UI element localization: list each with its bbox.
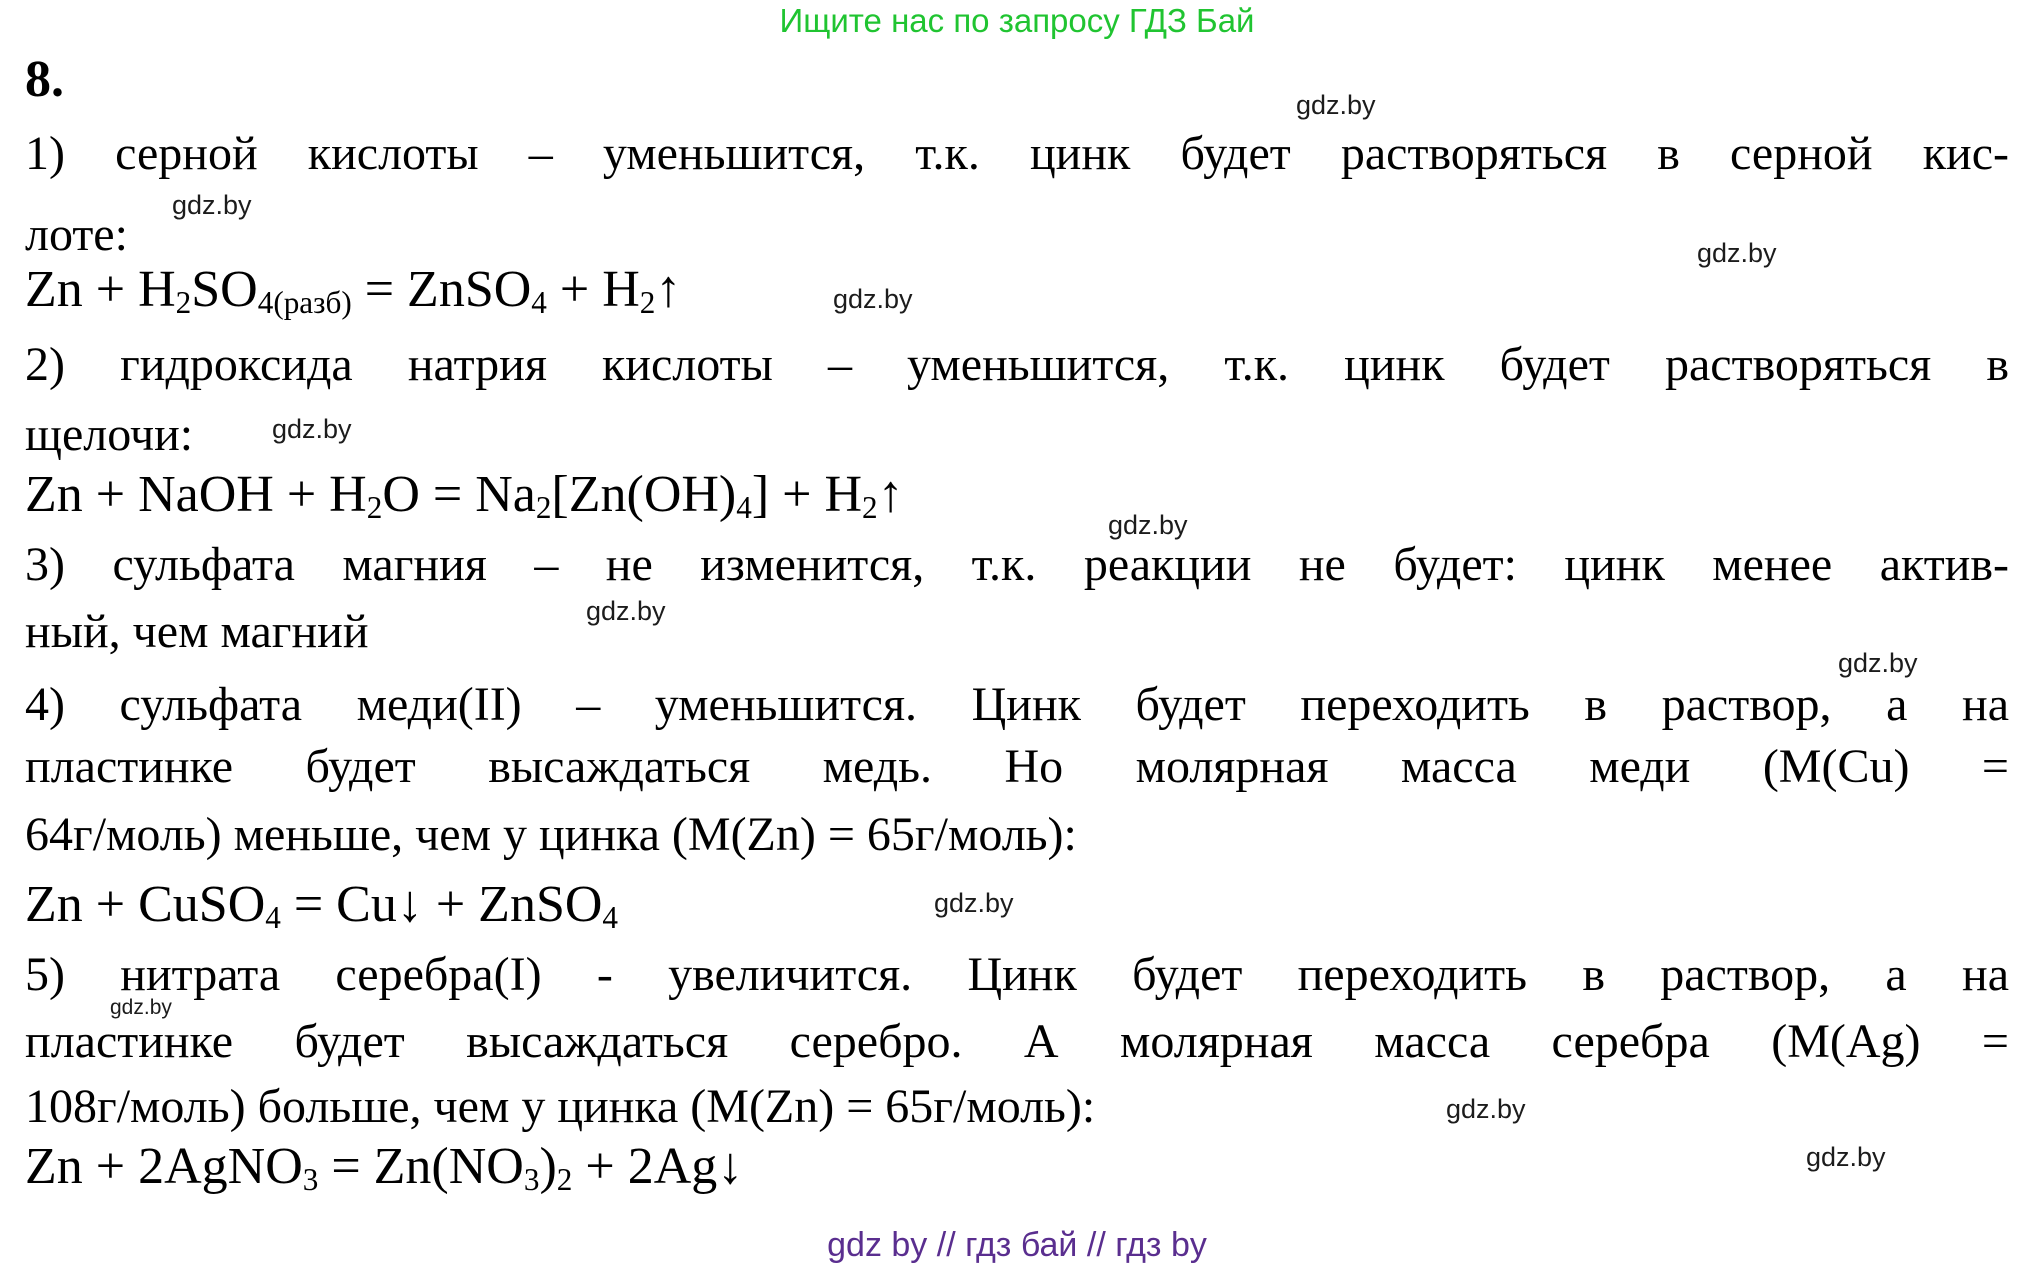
chemical-equation xyxy=(25,875,618,936)
equation-subscript: 4 xyxy=(265,899,281,935)
equation-subscript: 4(разб) xyxy=(257,284,352,320)
equation-text: O = Na xyxy=(382,466,536,523)
equation-subscript: 2 xyxy=(556,1161,573,1197)
gdz-watermark: gdz.by xyxy=(110,996,172,1019)
equation-text: Zn + CuSO xyxy=(25,876,266,933)
equation-text: ↑ xyxy=(877,466,904,523)
gdz-watermark: gdz.by xyxy=(172,190,252,220)
chemical-equation xyxy=(25,465,904,526)
chemical-equation xyxy=(25,260,681,321)
equation-text: + H xyxy=(546,261,640,318)
equation-subscript: 4 xyxy=(736,489,752,525)
equation-subscript: 2 xyxy=(862,489,878,525)
equation-subscript: 4 xyxy=(531,284,547,320)
problem-number: 8. xyxy=(25,51,64,108)
site-footer: gdz by // гдз бай // гдз by xyxy=(827,1226,1207,1264)
text-line: 3) сульфата магния – не изменится, т.к. реакции не будет: цинк менее актив- xyxy=(25,538,2009,591)
gdz-watermark: gdz.by xyxy=(1108,510,1188,540)
gdz-watermark: gdz.by xyxy=(1446,1094,1526,1124)
equation-subscript: 2 xyxy=(366,489,383,525)
text-line: 108г/моль) больше, чем у цинка (M(Zn) = 65г/моль): xyxy=(25,1080,1096,1133)
equation-subscript: 3 xyxy=(523,1161,540,1197)
gdz-watermark: gdz.by xyxy=(1838,648,1918,678)
gdz-watermark: gdz.by xyxy=(1806,1142,1886,1172)
equation-text: [Zn(OH) xyxy=(551,466,737,523)
equation-text: = Zn(NO xyxy=(318,1138,524,1195)
gdz-watermark: gdz.by xyxy=(833,284,913,314)
gdz-watermark: gdz.by xyxy=(1296,90,1376,120)
text-line: пластинке будет высаждаться серебро. А молярная масса серебра (M(Ag) = xyxy=(25,1015,2009,1068)
text-line: 64г/моль) меньше, чем у цинка (M(Zn) = 65г/моль): xyxy=(25,808,1077,861)
equation-text: SO xyxy=(191,261,258,318)
equation-subscript: 2 xyxy=(639,284,656,320)
equation-text: Zn + H xyxy=(25,261,176,318)
equation-text: = Cu↓ + ZnSO xyxy=(280,876,603,933)
text-line: 5) нитрата серебра(I) - увеличится. Цинк будет переходить в раствор, а на xyxy=(25,948,2009,1001)
chemical-equation xyxy=(25,1137,743,1198)
site-promo-header: Ищите нас по запросу ГДЗ Бай xyxy=(779,2,1255,39)
text-line: 1) серной кислоты – уменьшится, т.к. цинк будет растворяться в серной кис- xyxy=(25,127,2009,180)
text-line: 4) сульфата меди(II) – уменьшится. Цинк будет переходить в раствор, а на xyxy=(25,678,2009,731)
equation-text: ) xyxy=(539,1138,557,1195)
text-line: лоте: xyxy=(25,208,128,261)
equation-text: + 2Ag↓ xyxy=(572,1138,744,1195)
equation-text: ↑ xyxy=(655,261,682,318)
text-line: пластинке будет высаждаться медь. Но молярная масса меди (M(Cu) = xyxy=(25,740,2009,793)
gdz-watermark: gdz.by xyxy=(272,414,352,444)
equation-subscript: 2 xyxy=(175,284,192,320)
equation-subscript: 4 xyxy=(602,899,619,935)
equation-subscript: 2 xyxy=(535,489,552,525)
equation-text: Zn + 2AgNO xyxy=(25,1138,303,1195)
text-line: 2) гидроксида натрия кислоты – уменьшится, т.к. цинк будет растворяться в xyxy=(25,338,2009,391)
text-line: щелочи: xyxy=(25,408,194,461)
equation-text: ] + H xyxy=(751,466,863,523)
equation-subscript: 3 xyxy=(302,1161,319,1197)
equation-text: Zn + NaOH + H xyxy=(25,466,367,523)
gdz-watermark: gdz.by xyxy=(586,596,666,626)
gdz-watermark: gdz.by xyxy=(1697,238,1777,268)
text-line: ный, чем магний xyxy=(25,605,369,658)
equation-text: = ZnSO xyxy=(351,261,532,318)
gdz-watermark: gdz.by xyxy=(934,888,1014,918)
